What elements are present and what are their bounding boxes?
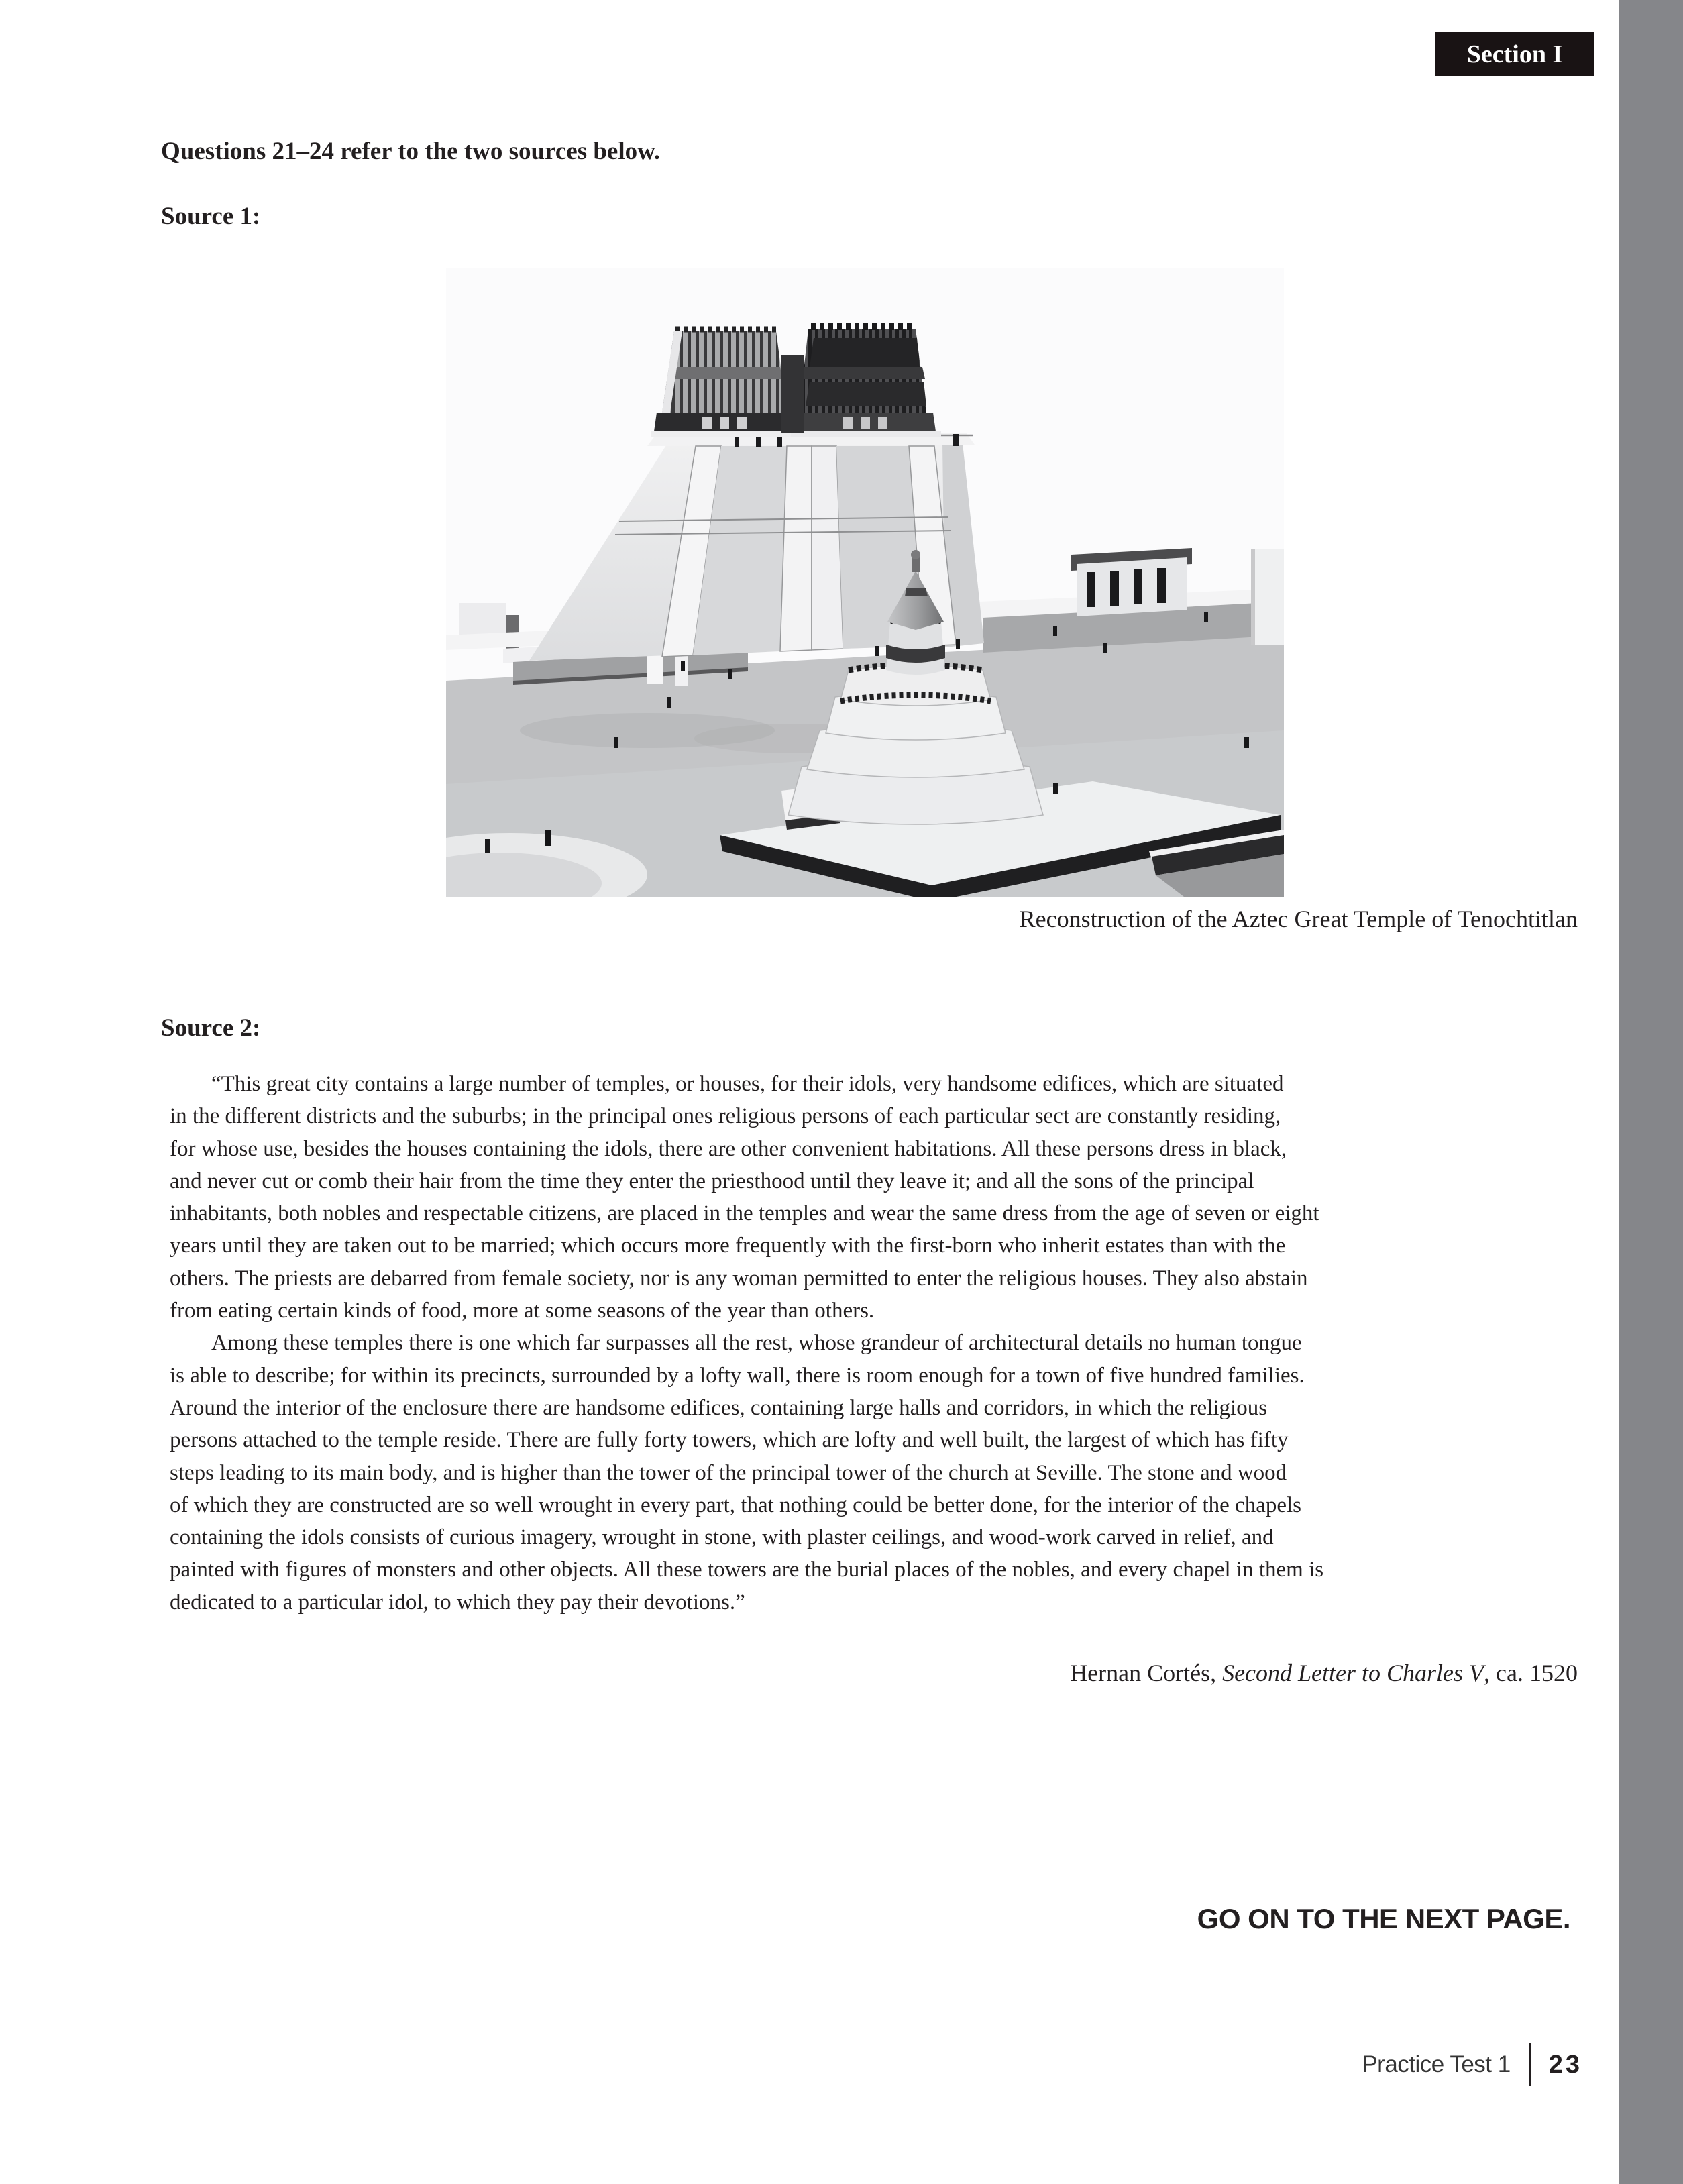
attribution-work-title: Second Letter to Charles V [1222, 1659, 1484, 1686]
quote-line: from eating certain kinds of food, more at some seasons of the year than others. [170, 1299, 875, 1323]
go-on-instruction: GO ON TO THE NEXT PAGE. [1197, 1903, 1570, 1934]
temple-model-image [446, 268, 1284, 897]
quote-line: in the different districts and the suburbs; in the principal ones religious persons of each particular sect are constantly residing, [170, 1104, 1281, 1129]
quote-line: steps leading to its main body, and is higher than the tower of the principal tower of the church at Seville. The stone and wood [170, 1460, 1287, 1485]
quote-line: others. The priests are debarred from female society, nor is any woman permitted to enter the religious houses. They also abstain [170, 1266, 1308, 1291]
quote-line: Among these temples there is one which far surpasses all the rest, whose grandeur of architectural details no human tongue [211, 1331, 1302, 1356]
shrine-gap-shadow [781, 355, 804, 433]
quote-line: and never cut or comb their hair from the time they enter the priesthood until they leave it; and all the sons of the principal [170, 1168, 1254, 1193]
question-range-heading: Questions 21–24 refer to the two sources below. [161, 138, 661, 165]
quote-line: dedicated to a particular idol, to which they pay their devotions.” [170, 1590, 745, 1615]
page-footer [1362, 2043, 1582, 2086]
quote-line: of which they are constructed are so well wrought in every part, that nothing could be better done, for the interior of the chapels [170, 1492, 1302, 1517]
quote-line: is able to describe; for within its precincts, surrounded by a lofty wall, there is room enough for a town of five hundred families. [170, 1363, 1305, 1388]
source1-figure [446, 268, 1284, 897]
quote-line: “This great city contains a large number of temples, or houses, for their idols, very handsome edifices, which are situated [211, 1072, 1284, 1096]
source2-quote [170, 1068, 1565, 1619]
source1-label: Source 1: [161, 203, 261, 230]
practice-test-label: Practice Test 1 [1362, 2051, 1511, 2077]
footer-divider [1529, 2043, 1531, 2086]
quote-line: years until they are taken out to be married; which occurs more frequently with the first-born who inherit estates than with the [170, 1234, 1286, 1258]
page-number: 23 [1548, 2050, 1582, 2079]
page-edge-gray-bar [1619, 0, 1683, 2184]
section-badge [1435, 32, 1594, 76]
source2-attribution [1070, 1659, 1578, 1687]
section-badge-label: Section I [1466, 40, 1563, 68]
attribution-author: Hernan Cortés, [1070, 1659, 1223, 1686]
attribution-date: , ca. 1520 [1484, 1659, 1578, 1686]
source2-label: Source 2: [161, 1014, 261, 1042]
source1-caption: Reconstruction of the Aztec Great Temple of Tenochtitlan [1019, 906, 1578, 932]
quote-line: inhabitants, both nobles and respectable citizens, are placed in the temples and wear the same dress from the age of seven or eight [170, 1201, 1319, 1226]
quote-line: persons attached to the temple reside. There are fully forty towers, which are lofty and well built, the largest of which has fifty [170, 1428, 1289, 1453]
quote-line: Around the interior of the enclosure there are handsome edifices, containing large halls and corridors, in which the religious [170, 1395, 1268, 1420]
quote-line: containing the idols consists of curious imagery, wrought in stone, with plaster ceilings, and wood-work carved in relief, and [170, 1525, 1274, 1550]
quote-line: painted with figures of monsters and other objects. All these towers are the burial places of the nobles, and every chapel in them is [170, 1558, 1324, 1582]
quote-line: for whose use, besides the houses containing the idols, there are other convenient habitations. All these persons dress in black, [170, 1136, 1287, 1161]
left-shrine [651, 329, 799, 437]
